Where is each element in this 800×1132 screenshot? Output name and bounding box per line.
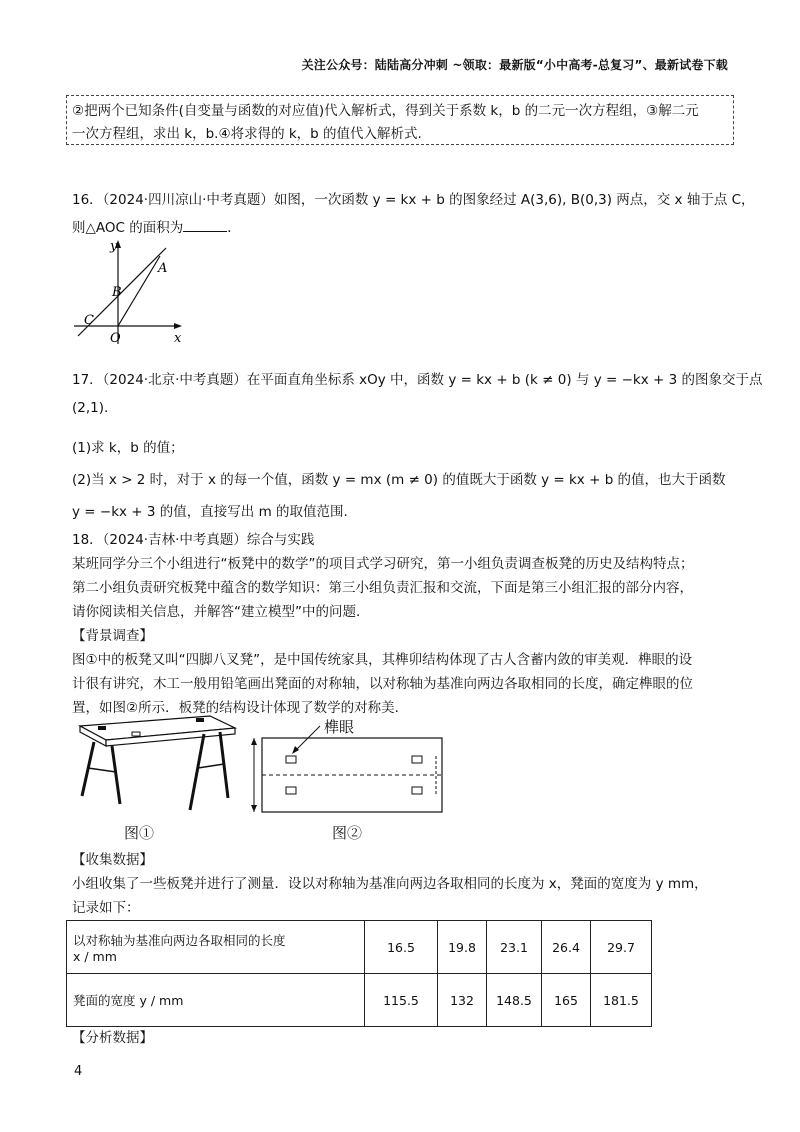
page-number: 4 xyxy=(74,1064,83,1079)
bench-leg xyxy=(112,746,120,804)
background-line-1: 图①中的板凳又叫“四脚八叉凳”，是中国传统家具，其榫卯结构体现了古人含蓄内敛的审美观．榫眼的设 xyxy=(72,652,693,668)
page-header: 关注公众号：陆陆高分冲刺 ~领取：最新版“小中高考-总复习”、最新试卷下载 xyxy=(301,58,728,72)
table-cell: 148.5 xyxy=(487,974,542,1027)
q17-stem: 17．（2024·北京·中考真题）在平面直角坐标系 xOy 中，函数 y = kx + b (k ≠ 0) 与 y = −kx + 3 的图象交于点 xyxy=(72,372,763,388)
table-cell: 165 xyxy=(542,974,591,1027)
bench-illustration xyxy=(70,706,240,818)
q17-part2-line1: (2)当 x > 2 时，对于 x 的每一个值，函数 y = mx (m ≠ 0) 的值既大于函数 y = kx + b 的值，也大于函数 xyxy=(72,472,726,488)
measurement-table xyxy=(66,920,652,1027)
background-line-3: 置，如图②所示．板凳的结构设计体现了数学的对称美． xyxy=(72,700,409,716)
label-B: B xyxy=(112,285,122,300)
q18-para-1: 某班同学分三个小组进行“板凳中的数学”的项目式学习研究，第一小组负责调查板凳的历史及结构特点； xyxy=(72,556,694,572)
q16-question xyxy=(72,216,241,236)
q16-stem: 16．（2024·四川凉山·中考真题）如图，一次函数 y = kx + b 的图象经过 A(3,6), B(0,3) 两点，交 x 轴于点 C， xyxy=(72,192,755,208)
hint-line-2: 一次方程组，求出 k，b.④将求得的 k，b 的值代入解析式. xyxy=(72,126,422,142)
q18-para-3: 请你阅读相关信息，并解答“建立模型”中的问题． xyxy=(72,604,370,620)
row-label-line: 以对称轴为基准向两边各取相同的长度 xyxy=(73,932,286,948)
bench-leg xyxy=(190,734,204,810)
label-O: O xyxy=(110,331,121,346)
table-cell: 19.8 xyxy=(438,921,487,974)
table-cell: 23.1 xyxy=(487,921,542,974)
background-line-2: 计很有讲究，木工一般用铅笔画出凳面的对称轴，以对称轴为基准向两边各取相同的长度，确定榫眼的位 xyxy=(72,676,693,692)
background-heading: 【背景调查】 xyxy=(72,628,153,644)
label-y: y xyxy=(110,239,118,254)
q18-title: 18．（2024·吉林·中考真题）综合与实践 xyxy=(72,532,315,548)
dimension-arrow xyxy=(251,738,257,745)
mortise-slot xyxy=(412,756,422,763)
table-cell: 16.5 xyxy=(365,921,438,974)
bench-mortise xyxy=(98,726,106,730)
label-x: x xyxy=(174,331,182,346)
figure-2-caption: 图② xyxy=(332,824,363,842)
label-C: C xyxy=(84,313,94,328)
table-row-label: 凳面的宽度 y / mm xyxy=(67,974,365,1027)
mortise-slot xyxy=(412,787,422,794)
bench-stretcher xyxy=(198,764,224,768)
table-row xyxy=(67,974,652,1027)
bench-top-outline xyxy=(262,738,442,812)
figure-1-caption: 图① xyxy=(124,824,155,842)
collect-line-1: 小组收集了一些板凳并进行了测量．设以对称轴为基准向两边各取相同的长度为 x，凳面的宽度为 y mm， xyxy=(72,876,708,892)
bench-stretcher xyxy=(88,768,116,772)
q18-para-2: 第二小组负责研究板凳中蕴含的数学知识：第三小组负责汇报和交流，下面是第三小组汇报的部分内容， xyxy=(72,580,693,596)
table-row xyxy=(67,921,652,974)
q16-question-text: 则△AOC 的面积为 xyxy=(72,220,184,236)
mortise-slot xyxy=(286,787,296,794)
label-A: A xyxy=(158,261,168,276)
answer-blank xyxy=(183,230,227,232)
hint-line-1: ②把两个已知条件(自变量与函数的对应值)代入解析式，得到关于系数 k，b 的二元一次方程组，③解二元 xyxy=(72,103,699,119)
dimension-arrow xyxy=(251,805,257,812)
table-cell: 29.7 xyxy=(591,921,652,974)
bench-mortise xyxy=(196,718,204,722)
q16-graph xyxy=(70,236,190,348)
x-axis-arrow xyxy=(174,323,182,329)
table-cell: 132 xyxy=(438,974,487,1027)
collect-line-2: 记录如下： xyxy=(72,900,140,916)
table-cell: 181.5 xyxy=(591,974,652,1027)
analyze-heading: 【分析数据】 xyxy=(72,1030,153,1046)
collect-heading: 【收集数据】 xyxy=(72,852,153,868)
q17-part2-line2: y = −kx + 3 的值，直接写出 m 的取值范围. xyxy=(72,504,348,520)
table-cell: 26.4 xyxy=(542,921,591,974)
mortise-label: 榫眼 xyxy=(324,718,355,736)
segment-OA xyxy=(118,256,160,326)
table-row-label xyxy=(67,921,365,974)
row-label-unit: x / mm xyxy=(73,948,117,964)
q17-part1: (1)求 k，b 的值； xyxy=(72,440,184,456)
table-cell: 115.5 xyxy=(365,974,438,1027)
bench-mortise xyxy=(132,732,140,736)
q16-period: ． xyxy=(227,220,241,236)
q17-point: (2,1). xyxy=(72,400,109,416)
mortise-slot xyxy=(286,756,296,763)
